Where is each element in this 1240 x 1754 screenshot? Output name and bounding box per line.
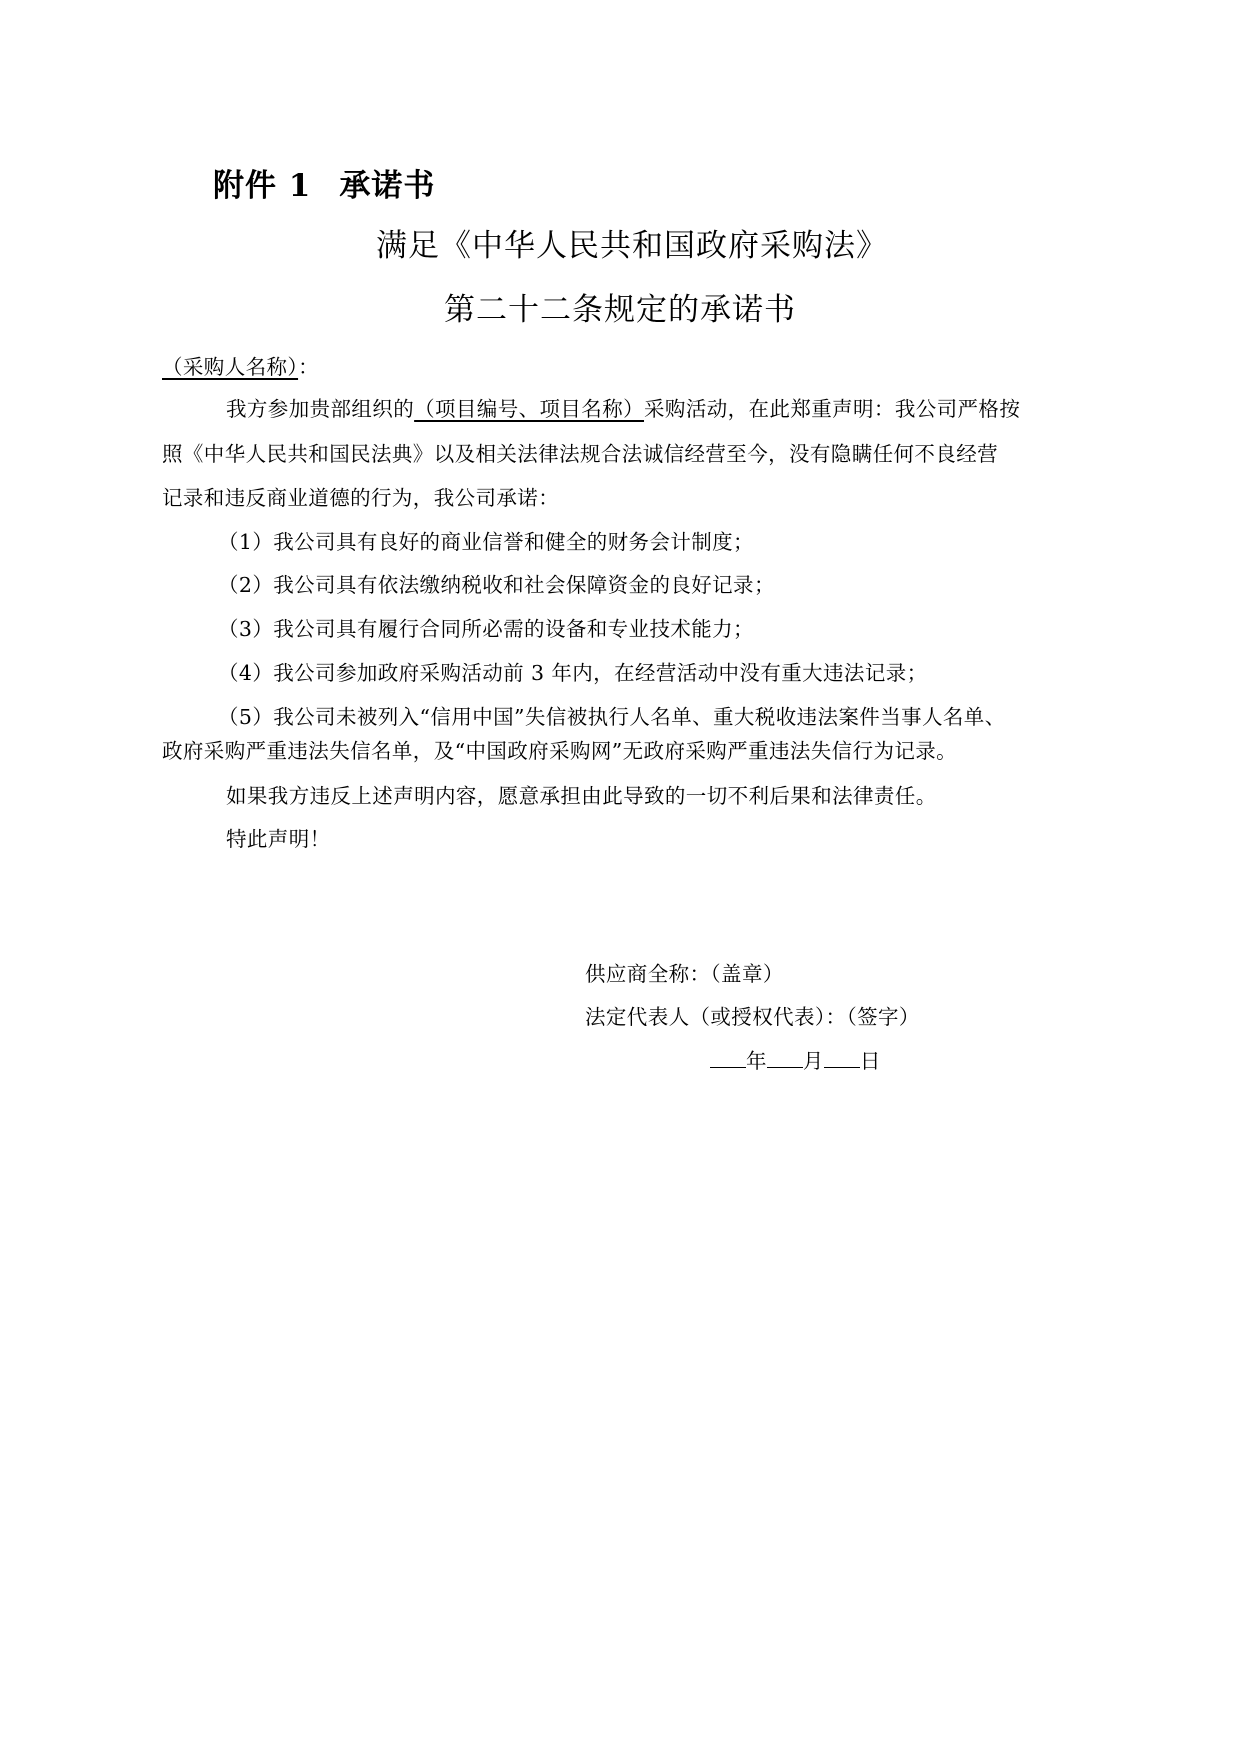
addressee-colon: ：: [298, 355, 319, 379]
date-line: [710, 1044, 881, 1074]
annex-label: 附件 1: [213, 168, 312, 204]
intro-line-1: [226, 392, 1020, 422]
year-blank: [710, 1047, 746, 1068]
representative-line: 法定代表人（或授权代表）：（签字）: [585, 1005, 920, 1029]
commitment-5: （5）我公司未被列入“信用中国”失信被执行人名单、重大税收违法案件当事人名单、: [218, 705, 1006, 729]
declaration: 特此声明！: [226, 827, 331, 851]
addressee-line: [162, 350, 319, 380]
intro-line-3: 记录和违反商业道德的行为，我公司承诺：: [162, 486, 560, 510]
annex-title: 承诺书: [339, 168, 436, 204]
day-blank: [824, 1047, 860, 1068]
project-placeholder: （项目编号、项目名称）: [414, 397, 645, 421]
intro-lead: 我方参加贵部组织的: [226, 397, 415, 421]
intro-rest: 采购活动，在此郑重声明：我公司严格按: [644, 397, 1021, 421]
commitment-4: （4）我公司参加政府采购活动前 3 年内，在经营活动中没有重大违法记录；: [218, 661, 928, 685]
liability-statement: 如果我方违反上述声明内容，愿意承担由此导致的一切不利后果和法律责任。: [226, 784, 937, 808]
year-label: 年: [746, 1049, 767, 1073]
commitment-5-continued: 政府采购严重违法失信名单，及“中国政府采购网”无政府采购严重违法失信行为记录。: [162, 739, 958, 763]
document-title-line-1: 满足《中华人民共和国政府采购法》: [376, 228, 888, 264]
annex-heading: [213, 160, 435, 205]
day-label: 日: [859, 1049, 881, 1073]
month-blank: [767, 1047, 803, 1068]
month-label: 月: [802, 1049, 824, 1073]
commitment-1: （1）我公司具有良好的商业信誉和健全的财务会计制度；: [218, 530, 754, 554]
commitment-2: （2）我公司具有依法缴纳税收和社会保障资金的良好记录；: [218, 573, 775, 597]
intro-line-2: 照《中华人民共和国民法典》以及相关法律法规合法诚信经营至今，没有隐瞒任何不良经营: [162, 442, 998, 466]
supplier-name-line: 供应商全称：（盖章）: [585, 962, 784, 986]
document-title-line-2: 第二十二条规定的承诺书: [444, 292, 796, 328]
purchaser-name-placeholder: （采购人名称）: [162, 355, 299, 379]
commitment-3: （3）我公司具有履行合同所必需的设备和专业技术能力；: [218, 617, 754, 641]
